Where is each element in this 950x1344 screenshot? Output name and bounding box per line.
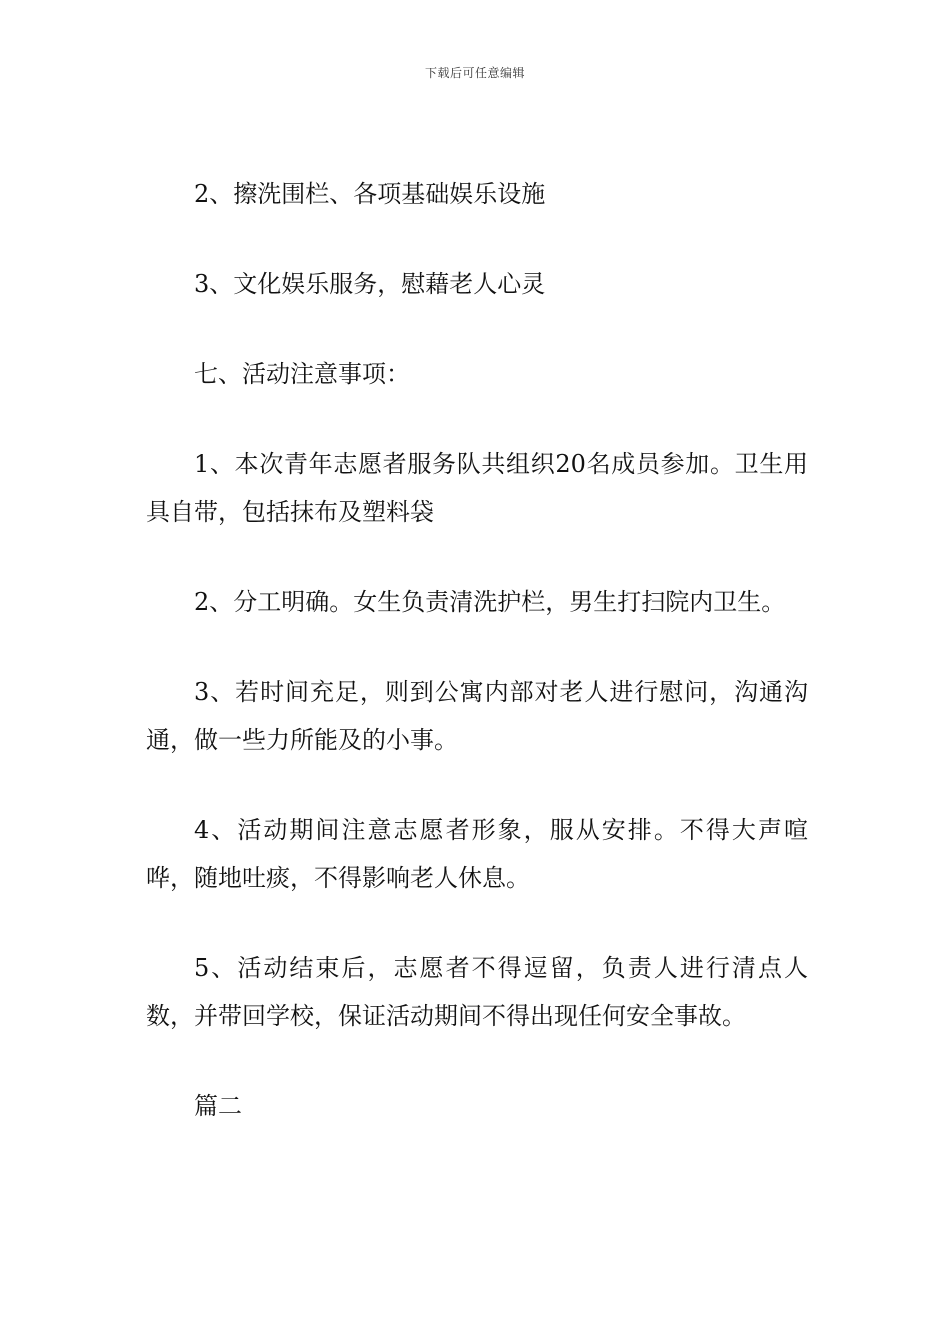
notice-item-5: 5、活动结束后，志愿者不得逗留，负责人进行清点人数，并带回学校，保证活动期间不得出现任何安全事故。 <box>146 954 808 1030</box>
page-header: 下载后可任意编辑 <box>424 66 525 80</box>
notice-item-2: 2、分工明确。女生负责清洗护栏，男生打扫院内卫生。 <box>194 588 786 616</box>
notice-item-4: 4、活动期间注意志愿者形象，服从安排。不得大声喧哗，随地吐痰，不得影响老人休息。 <box>146 816 808 892</box>
document-body <box>146 170 808 1172</box>
notice-item-3: 3、若时间充足，则到公寓内部对老人进行慰问，沟通沟通，做一些力所能及的小事。 <box>146 678 808 754</box>
paragraph-item-2: 2、擦洗围栏、各项基础娱乐设施 <box>194 180 546 208</box>
notice-item-1: 1、本次青年志愿者服务队共组织20名成员参加。卫生用具自带，包括抹布及塑料袋 <box>146 450 808 526</box>
paragraph-item-3: 3、文化娱乐服务，慰藉老人心灵 <box>194 270 546 298</box>
section-heading-part-two: 篇二 <box>194 1092 242 1120</box>
section-heading-7: 七、活动注意事项： <box>194 360 410 388</box>
